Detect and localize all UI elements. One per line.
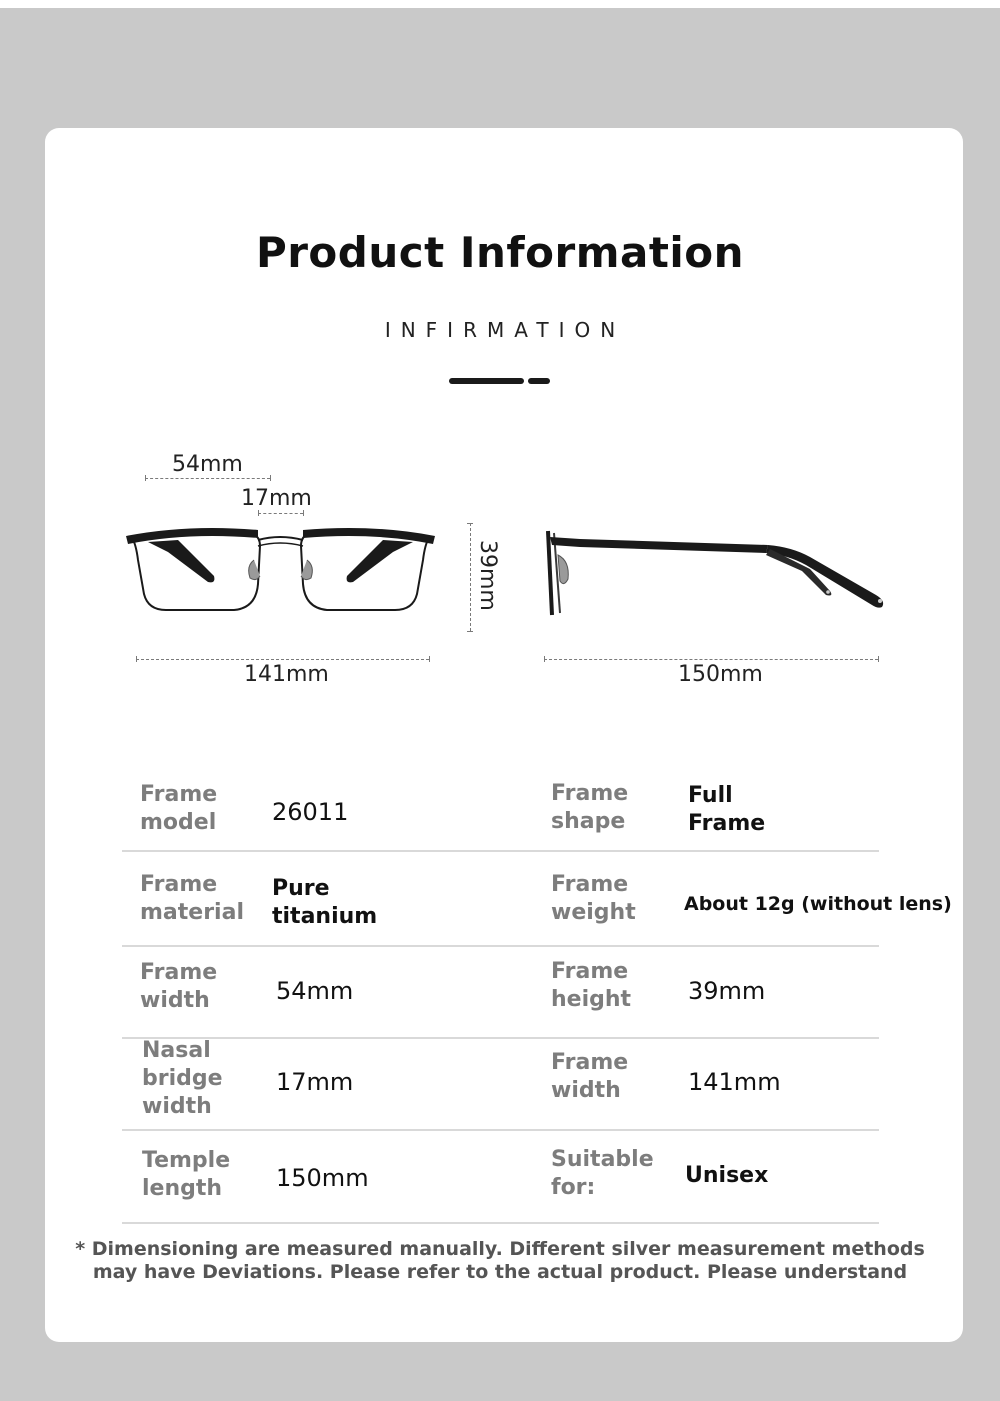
frame-width-label: 141mm: [244, 662, 329, 687]
spec-label: Frame material: [140, 872, 244, 925]
bridge-width-line: [258, 513, 303, 514]
bridge-width-tick-left: [258, 510, 259, 516]
spec-row: [122, 946, 879, 1039]
spec-value: 26011: [272, 798, 349, 826]
temple-length-tick-right: [878, 656, 879, 662]
spec-value: 54mm: [276, 977, 354, 1005]
spec-value: 39mm: [688, 977, 766, 1005]
frame-width-tick-left: [136, 656, 137, 662]
disclaimer-note: * Dimensioning are measured manually. Different silver measurement methods may have Deviations. Please refer to the actual product. Please understand: [75, 1238, 925, 1283]
spec-value: 150mm: [276, 1164, 369, 1192]
lens-height-line: [470, 523, 471, 631]
temple-length-tick-left: [544, 656, 545, 662]
lens-width-label: 54mm: [172, 452, 243, 477]
spec-label: Suitable for:: [551, 1147, 654, 1200]
top-strip: [0, 0, 1000, 8]
spec-label: Frame width: [551, 1050, 629, 1103]
spec-row: [122, 851, 952, 947]
lens-height-tick-bottom: [467, 631, 473, 632]
spec-value: About 12g (without lens): [684, 893, 952, 915]
spec-label: Nasal bridge width: [142, 1038, 223, 1119]
lens-width-tick-left: [145, 475, 146, 481]
frame-width-tick-right: [429, 656, 430, 662]
spec-row: [122, 1038, 879, 1131]
page-title: Product Information: [255, 228, 745, 277]
spec-label: Frame height: [551, 959, 632, 1012]
lens-width-line: [145, 478, 270, 479]
bridge-width-label: 17mm: [241, 486, 312, 511]
lens-height-tick-top: [467, 523, 473, 524]
spec-value: Pure titanium: [272, 876, 378, 929]
spec-row: [122, 775, 879, 852]
page-subtitle: INFIRMATION: [384, 318, 626, 342]
divider-bar-long: [449, 378, 524, 384]
spec-label: Frame width: [140, 960, 218, 1013]
spec-value: 17mm: [276, 1068, 354, 1096]
temple-length-label: 150mm: [678, 662, 763, 687]
lens-width-tick-right: [270, 475, 271, 481]
glasses-side-image: [540, 525, 890, 620]
spec-value: Unisex: [685, 1163, 769, 1188]
spec-row: [122, 1130, 879, 1224]
spec-label: Temple length: [142, 1148, 231, 1201]
lens-height-label: 39mm: [475, 540, 500, 611]
spec-label: Frame model: [140, 782, 218, 835]
divider-bar-short: [528, 378, 550, 384]
temple-length-line: [544, 659, 878, 660]
spec-label: Frame weight: [551, 872, 636, 925]
glasses-front-image: [118, 520, 443, 620]
spec-value: 141mm: [688, 1068, 781, 1096]
spec-label: Frame shape: [551, 781, 629, 834]
spec-value: Full Frame: [688, 783, 766, 836]
frame-width-line: [136, 659, 429, 660]
bridge-width-tick-right: [303, 510, 304, 516]
